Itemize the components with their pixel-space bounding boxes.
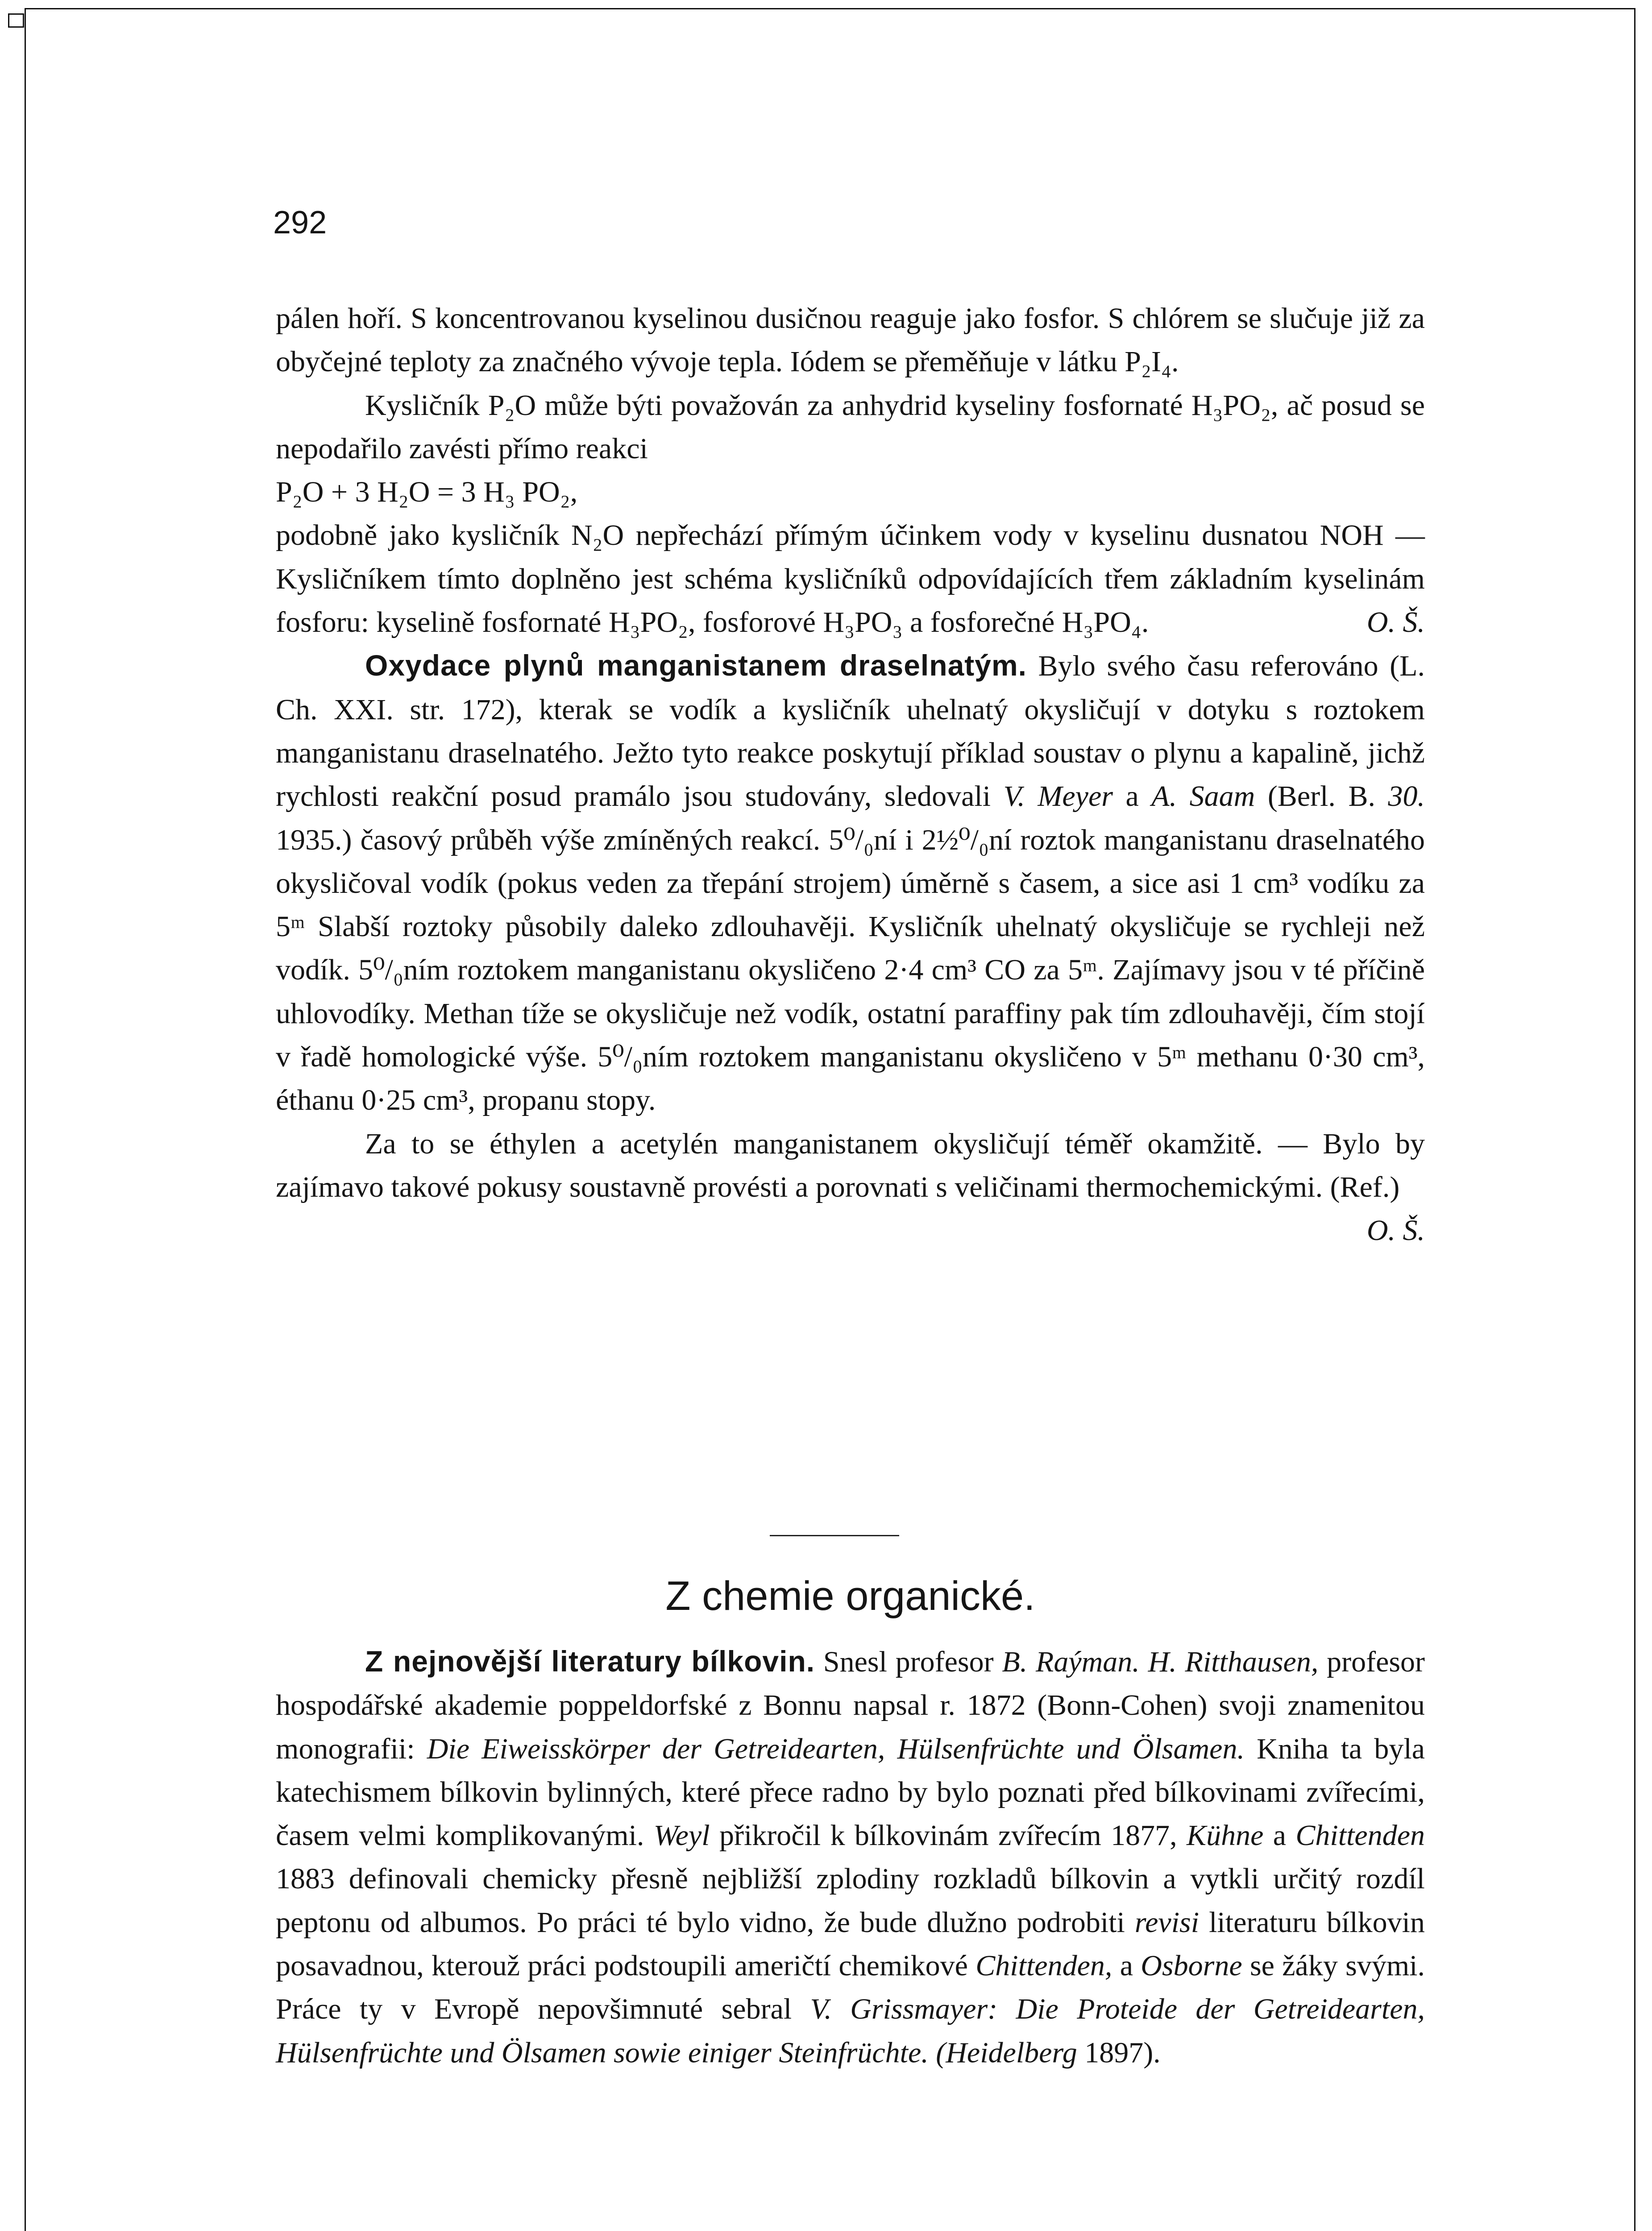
upper-text-block [276, 297, 1425, 1252]
article-oxydace [276, 644, 1425, 1122]
signature-2: O. Š. [1366, 1214, 1425, 1247]
article-oxydace-heading: Oxydace plynů manganistanem draselnatým. [365, 649, 1027, 682]
article-text: profesor hospodářské akademie poppeldorfské z Bonnu napsal r. 1872 (Bonn-Cohen) svoji znamenitou monografii: [276, 1646, 1425, 1765]
page-number: 292 [273, 205, 327, 241]
person-name: H. Ritthausen, [1148, 1646, 1319, 1678]
article-bilkoviny [276, 1640, 1425, 2074]
article-text: a [1112, 1949, 1141, 1982]
article-text: 1935.) časový průběh výše zmíněných reakcí. 5⁰/₀ní i 2½⁰/₀ní roztok manganistanu draselnatého okysličoval vodík (pokus veden za třepání strojem) úměrně s časem, a sice asi 1 cm³ vodíku za 5ᵐ Slabší roztoky působily daleko zdlouhavěji. Kysličník uhelnatý okysličuje se rychleji než vodík. 5⁰/₀ním roztokem manganistanu okysličeno 2·4 cm³ CO za 5ᵐ. Zajímavy jsou v té příčině uhlovodíky. Methan tíže se okysličuje než vodík, ostatní paraffiny pak tím zdlouhavěji, čím stojí v řadě homologické výše. 5⁰/₀ním roztokem manganistanu okysličeno v 5ᵐ methanu 0·30 cm³, éthanu 0·25 cm³, propanu stopy. [276, 823, 1425, 1117]
person-name: Chittenden, [975, 1949, 1112, 1982]
emphasis: revisi [1134, 1906, 1200, 1939]
article-text: 1897). [1077, 2036, 1161, 2069]
person-name: Chittenden [1295, 1819, 1425, 1852]
volume-number: 30. [1388, 780, 1425, 813]
paragraph-1: pálen hoří. S koncentrovanou kyselinou dusičnou reaguje jako fosfor. S chlórem se slučuje již za obyčejné teploty za značného vývoje tepla. Iódem se přeměňuje v látku P₂I₄. [276, 302, 1425, 378]
article-text: Kniha ta byla katechismem bílkovin bylinných, které přece radno by bylo poznati před bílkovinami zvířecími, časem velmi komplikovanými. [276, 1732, 1425, 1852]
article-bilkoviny-heading: Z nejnovější literatury bílkovin. [365, 1645, 815, 1678]
article-text: (Berl. B. [1255, 780, 1388, 813]
article-text: a [1112, 780, 1152, 813]
person-name: V. Grissmayer: [810, 1993, 998, 2026]
lower-text-block [276, 1640, 1425, 2074]
paragraph-5-text: Za to se éthylen a acetylén manganistanem okysličují téměř okamžitě. — Bylo by zajímavo takové pokusy soustavně provésti a porovnati s veličinami thermochemickými. (Ref.) [276, 1127, 1425, 1203]
book-title: Die Eiweisskörper der Getreidearten, Hülsenfrüchte und Ölsamen. [427, 1732, 1245, 1765]
section-title: Z chemie organické. [665, 1573, 1035, 1619]
book-title: Die Proteide der Getreidearten, Hülsenfrüchte und Ölsamen sowie einiger Steinfrüchte. (Heidelberg [276, 1993, 1425, 2069]
paragraph-2: Kysličník P₂O může býti považován za anhydrid kyseliny fosfornaté H₃PO₂, ač posud se nepodařilo zavésti přímo reakci [276, 389, 1425, 465]
article-text: 1883 definovali chemicky přesně nejbližší zplodiny rozkladů bílkovin a vytkli určitý rozdíl peptonu od albumos. Po práci té bylo vidno, že bude dlužno podrobiti [276, 1862, 1425, 1939]
author-name: B. Raýman. [1002, 1646, 1140, 1678]
author-name: A. Saam [1151, 780, 1255, 813]
signature-1: O. Š. [1366, 606, 1425, 639]
paragraph-5 [276, 1122, 1425, 1247]
equation: P₂O + 3 H₂O = 3 H₃ PO₂, [276, 476, 578, 509]
paragraph-3-text: podobně jako kysličník N₂O nepřechází přímým účinkem vody v kyselinu dusnatou NOH — Kysličníkem tímto doplněno jest schéma kysličníků odpovídajících třem základním kyselinám fosforu: kyselině fosfornaté H₃PO₂, fosforové H₃PO₃ a fosforečné H₃PO₄. [276, 519, 1425, 639]
article-text: literaturu bílkovin posavadnou, kterouž práci podstoupili američtí chemikové [276, 1906, 1425, 1982]
article-text: Bylo svého času referováno (L. Ch. XXI. str. 172), kterak se vodík a kysličník uhelnatý okysličují v dotyku s roztokem manganistanu draselnatého. Ježto tyto reakce poskytují příklad soustav o plynu a kapalině, jichž rychlosti reakční posud pramálo jsou studovány, sledovali [276, 650, 1425, 813]
corner-mark [8, 13, 24, 28]
person-name: Weyl [653, 1819, 710, 1852]
section-divider [770, 1535, 899, 1536]
article-text: Snesl profesor [815, 1646, 1002, 1678]
paragraph-3 [276, 514, 1425, 644]
person-name: Kühne [1187, 1819, 1264, 1852]
article-text: se žáky svými. Práce ty v Evropě nepovšimnuté sebral [276, 1949, 1425, 2026]
article-text: a [1263, 1819, 1296, 1852]
article-text: přikročil k bílkovinám zvířecím 1877, [710, 1819, 1187, 1852]
author-name: V. Meyer [1003, 780, 1113, 813]
person-name: Osborne [1141, 1949, 1242, 1982]
